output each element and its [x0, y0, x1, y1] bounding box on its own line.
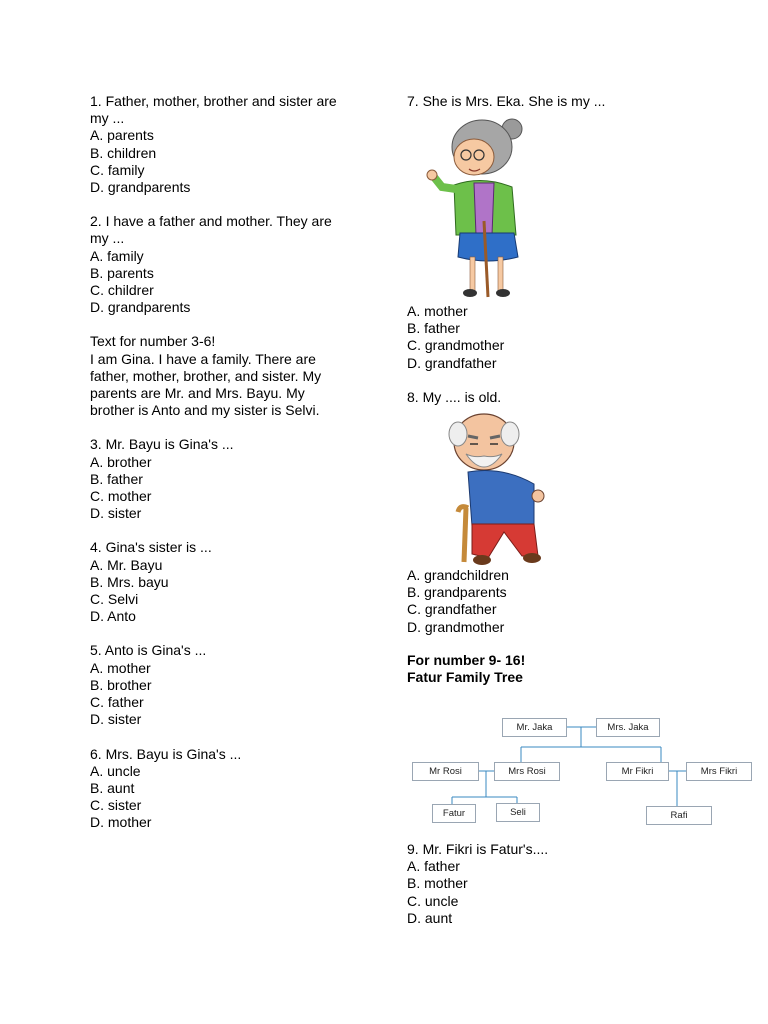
question-5-option-c: C. father	[90, 694, 144, 711]
passage-line-1: I am Gina. I have a family. There are	[90, 350, 316, 367]
question-5	[90, 642, 362, 728]
question-2-stem-line-2: my ...	[90, 230, 125, 247]
question-7-stem: 7. She is Mrs. Eka. She is my ...	[407, 93, 606, 109]
tree-node-fatur: Fatur	[432, 804, 476, 823]
question-9-option-c: C. uncle	[407, 892, 459, 909]
question-1-option-b: B. children	[90, 144, 157, 161]
question-6-stem: 6. Mrs. Bayu is Gina's ...	[90, 745, 242, 762]
question-9	[407, 841, 548, 927]
question-6-option-c: C. sister	[90, 797, 142, 814]
tree-node-mrs-jaka: Mrs. Jaka	[596, 718, 660, 737]
question-1-option-c: C. family	[90, 161, 145, 178]
question-7-option-b: B. father	[407, 320, 460, 337]
question-2-option-b: B. parents	[90, 264, 154, 281]
tree-node-mr-jaka: Mr. Jaka	[502, 718, 567, 737]
question-9-option-a: A. father	[407, 858, 460, 875]
passage-line-2: father, mother, brother, and sister. My	[90, 367, 322, 384]
question-4-option-a: A. Mr. Bayu	[90, 556, 163, 573]
passage-line-3: parents are Mr. and Mrs. Bayu. My	[90, 385, 305, 402]
question-9-option-d: D. aunt	[407, 909, 453, 926]
question-4	[90, 539, 362, 625]
question-5-stem: 5. Anto is Gina's ...	[90, 642, 207, 659]
question-2-option-c: C. childrer	[90, 282, 154, 299]
question-1	[90, 93, 362, 196]
question-5-option-b: B. brother	[90, 676, 152, 693]
question-1-option-d: D. grandparents	[90, 179, 191, 196]
question-7-option-a: A. mother	[407, 303, 468, 319]
question-3-option-b: B. father	[90, 470, 143, 487]
question-7-option-d: D. grandfather	[407, 354, 497, 371]
question-2-option-a: A. family	[90, 247, 144, 264]
question-4-option-d: D. Anto	[90, 608, 136, 625]
passage-line-4: brother is Anto and my sister is Selvi.	[90, 402, 320, 419]
question-8-options	[407, 567, 509, 636]
question-2	[90, 213, 362, 316]
tree-node-mrs-fikri: Mrs Fikri	[686, 762, 752, 781]
question-8-option-d: D. grandmother	[407, 618, 505, 635]
question-7-option-c: C. grandmother	[407, 337, 505, 354]
question-6-option-a: A. uncle	[90, 762, 141, 779]
section-heading-line-1: For number 9- 16!	[407, 652, 526, 668]
question-8-option-a: A. grandchildren	[407, 567, 509, 583]
section-heading-line-2: Fatur Family Tree	[407, 669, 523, 686]
section-heading	[407, 652, 525, 686]
reading-passage	[90, 333, 362, 419]
question-8-option-b: B. grandparents	[407, 584, 507, 601]
question-5-option-a: A. mother	[90, 659, 151, 676]
question-9-option-b: B. mother	[407, 875, 468, 892]
question-2-stem-line-1: 2. I have a father and mother. They are	[90, 213, 332, 230]
question-1-stem-line-1: 1. Father, mother, brother and sister are	[90, 93, 337, 109]
question-8-option-c: C. grandfather	[407, 601, 497, 618]
question-6	[90, 746, 362, 832]
passage-heading: Text for number 3-6!	[90, 333, 216, 350]
question-3-option-c: C. mother	[90, 488, 152, 505]
tree-node-rafi: Rafi	[646, 806, 712, 825]
question-3	[90, 436, 362, 522]
tree-node-mrs-rosi: Mrs Rosi	[494, 762, 560, 781]
question-6-option-b: B. aunt	[90, 779, 135, 796]
grandfather-illustration	[442, 408, 550, 568]
question-1-option-a: A. parents	[90, 127, 154, 144]
question-3-option-d: D. sister	[90, 505, 142, 522]
family-tree-diagram	[410, 712, 756, 828]
grandmother-illustration	[424, 117, 524, 301]
question-3-stem: 3. Mr. Bayu is Gina's ...	[90, 436, 234, 453]
question-5-option-d: D. sister	[90, 711, 142, 728]
question-7-options	[407, 303, 504, 372]
question-3-option-a: A. brother	[90, 453, 152, 470]
question-4-option-b: B. Mrs. bayu	[90, 573, 169, 590]
question-8-stem: 8. My .... is old.	[407, 389, 502, 405]
tree-node-seli: Seli	[496, 803, 540, 822]
question-9-stem: 9. Mr. Fikri is Fatur's....	[407, 841, 549, 857]
question-4-option-c: C. Selvi	[90, 591, 139, 608]
tree-node-mr-fikri: Mr Fikri	[606, 762, 669, 781]
question-1-stem-line-2: my ...	[90, 110, 125, 127]
question-2-option-d: D. grandparents	[90, 299, 191, 316]
question-6-option-d: D. mother	[90, 814, 152, 831]
left-column	[90, 93, 362, 849]
question-4-stem: 4. Gina's sister is ...	[90, 539, 212, 556]
tree-node-mr-rosi: Mr Rosi	[412, 762, 479, 781]
